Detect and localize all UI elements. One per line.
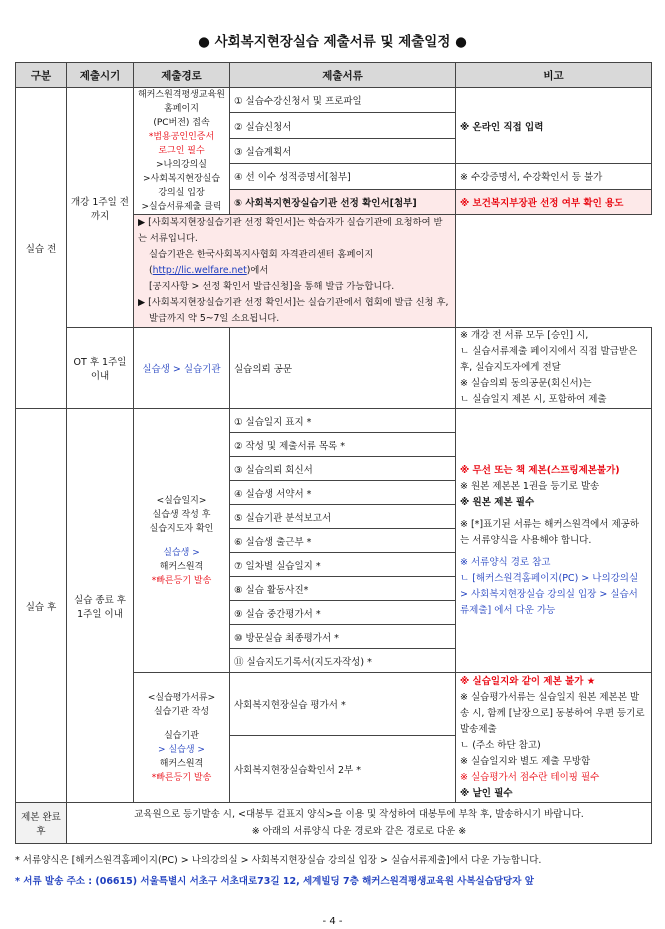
doc-item: ⑧ 실습 활동사진*	[230, 577, 456, 601]
category-after: 실습 후	[16, 409, 67, 803]
note-online	[456, 88, 652, 164]
note-line: ※ 실습일지와 같이 제본 불가 ★	[460, 675, 596, 687]
doc-ot: 실습의뢰 공문	[230, 328, 456, 409]
route-line: 실습생 작성 후	[152, 509, 211, 520]
header-remarks: 비고	[456, 63, 652, 88]
doc-item: ⑩ 방문실습 최종평가서 *	[230, 625, 456, 649]
route-ot: 실습생 > 실습기관	[134, 328, 230, 409]
info-line	[138, 247, 451, 279]
note-line: ※ 실습일지와 별도 제출 무방함	[460, 755, 591, 767]
route-line: *빠른등기 발송	[151, 772, 212, 783]
route-line: 강의실 입장	[158, 188, 205, 198]
route-line: *빠른등기 발송	[151, 575, 212, 586]
note-line: ※ 실습평가서 점수란 테이핑 필수	[460, 771, 600, 783]
doc-item: ② 실습신청서	[230, 113, 456, 138]
header-route: 제출경로	[134, 63, 230, 88]
doc-item: ⑨ 실습 중간평가서 *	[230, 601, 456, 625]
note-line: ㄴ (주소 하단 참고)	[460, 739, 541, 751]
route-line: 해커스원격	[159, 758, 204, 769]
route-line: (PC버전) 접속	[153, 118, 210, 128]
doc-item: ④ 실습생 서약서 *	[230, 481, 456, 505]
doc-item: ② 작성 및 제출서류 목록 *	[230, 433, 456, 457]
note-line: ㄴ 실습일지 제본 시, 포함하여 제출	[460, 394, 607, 405]
route-after-eval	[134, 673, 230, 803]
doc-item: ④ 선 이수 성적증명서[첨부]	[230, 164, 456, 189]
note-5: ※ 보건복지부장관 선정 여부 확인 용도	[456, 189, 652, 214]
info-text: )에서	[246, 265, 269, 276]
table-header-row	[16, 63, 652, 88]
route-line: 실습기관	[164, 730, 199, 741]
info-line: 발급까지 약 5~7일 소요됩니다.	[149, 313, 280, 324]
doc-eval: 사회복지현장실습확인서 2부 *	[230, 736, 456, 803]
timing-before	[67, 88, 134, 328]
route-line: 해커스원격평생교육원 홈페이지	[138, 90, 225, 114]
route-line: > 실습생 >	[158, 744, 205, 755]
doc-item: ① 실습수강신청서 및 프로파일	[230, 88, 456, 113]
category-complete: 제본 완료 후	[16, 803, 67, 844]
route-line: <실습평가서류>	[147, 692, 216, 703]
header-category: 구분	[16, 63, 67, 88]
header-documents: 제출서류	[230, 63, 456, 88]
route-spacer	[138, 536, 225, 546]
route-before	[134, 88, 230, 215]
note-line: ※ 낱인 필수	[460, 787, 513, 799]
route-line: 실습기관 작성	[153, 706, 210, 717]
note-line: ※ 원본 제본 필수	[460, 496, 535, 508]
notes-eval	[456, 673, 652, 803]
route-line: 해커스원격	[159, 561, 204, 572]
note-line: ※ 개강 전 서류 모두 [승인] 시,	[460, 330, 589, 341]
timing-before-text: 개강 1주일 전까지	[71, 196, 129, 222]
route-line: 로그인 필수	[158, 146, 205, 156]
note-line: ※ 무선 또는 책 제본(스프링제본불가)	[460, 464, 620, 476]
note-line: ※ 실습의뢰 동의공문(회신서)는	[460, 378, 592, 389]
route-line: >나의강의실	[155, 160, 207, 170]
note-line: ※ 서류양식 경로 참고	[460, 556, 551, 568]
notes-ot	[456, 328, 652, 409]
route-after-journal	[134, 409, 230, 673]
notes-journal	[456, 409, 652, 673]
info-text: 실습기관은 한국사회복지사협회 자격관리센터 홈페이지(	[149, 249, 374, 276]
note-line: ㄴ 실습서류제출 페이지에서 직접 발급받은 후, 실습지도자에게 전달	[460, 346, 638, 373]
doc-item: ③ 실습의뢰 회신서	[230, 457, 456, 481]
footer-note: * 서류양식은 [해커스원격홈페이지(PC) > 나의강의실 > 사회복지현장실습 강의실 입장 > 실습서류제출]에서 다운 가능합니다.	[15, 855, 542, 866]
note-line: ※ 원본 제본본 1권을 등기로 발송	[460, 480, 600, 492]
footer-address: * 서류 발송 주소 : (06615) 서울특별시 서초구 서초대로73길 12, 세계빌딩 7층 해커스원격평생교육원 사복실습담당자 앞	[15, 876, 534, 887]
doc-item-highlight: ⑤ 사회복지현장실습기관 선정 확인서[첨부]	[230, 189, 456, 214]
route-line: >사회복지현장실습	[142, 174, 221, 184]
info-box	[134, 215, 456, 328]
complete-line: ※ 아래의 서류양식 다운 경로와 같은 경로로 다운 ※	[251, 826, 467, 837]
route-spacer	[138, 719, 225, 729]
complete-line: 교육원으로 등기발송 시, <대봉투 겉표지 양식>을 이용 및 작성하여 대봉투에 부착 후, 발송하시기 바랍니다.	[134, 809, 584, 820]
route-line: >실습서류제출 클릭	[141, 202, 222, 212]
route-line: 실습생 >	[163, 547, 200, 558]
info-line: ▶ [사회복지현장실습기관 선정 확인서]는 학습자가 실습기관에 요청하여 받는 서류입니다.	[138, 217, 443, 244]
doc-item: ⑥ 실습생 출근부 *	[230, 529, 456, 553]
page-number: - 4 -	[322, 916, 343, 927]
note-line: ㄴ [해커스원격홈페이지(PC) > 나의강의실 > 사회복지현장실습 강의실 입장 > 실습서류제출] 에서 다운 가능	[460, 572, 639, 616]
route-line: *범용공인인증서	[148, 132, 215, 142]
doc-item: ③ 실습계획서	[230, 138, 456, 163]
doc-eval: 사회복지현장실습 평가서 *	[230, 673, 456, 736]
submission-table	[15, 62, 652, 844]
doc-item: ⑦ 일차별 실습일지 *	[230, 553, 456, 577]
timing-after: 실습 종료 후 1주일 이내	[67, 409, 134, 803]
route-line: <실습일지>	[156, 495, 207, 506]
info-line: ▶ [사회복지현장실습기관 선정 확인서]는 실습기관에서 협회에 발급 신청 후,	[138, 297, 449, 308]
note-line: ※ 실습평가서류는 실습일지 원본 제본본 발송 시, 함께 [날장으로] 동봉하여 우편 등기로 발송제출	[460, 691, 645, 735]
note-line: ※ [*]표기된 서류는 해커스원격에서 제공하는 서류양식을 사용해야 합니다.	[460, 518, 640, 546]
category-before: 실습 전	[16, 88, 67, 409]
doc-item: ① 실습일지 표지 *	[230, 409, 456, 433]
welfare-link[interactable]: http://lic.welfare.net	[152, 265, 247, 276]
doc-item: ⑪ 실습지도기록서(지도자작성) *	[230, 649, 456, 673]
route-line: 실습지도자 확인	[149, 523, 214, 534]
page-title: ● 사회복지현장실습 제출서류 및 제출일정 ●	[198, 34, 467, 50]
complete-instructions	[67, 803, 652, 844]
note-4: ※ 수강증명서, 수강확인서 등 불가	[456, 164, 652, 189]
timing-ot: OT 후 1주일 이내	[67, 328, 134, 409]
info-line: [공지사항 > 선정 확인서 발급신청]을 통해 발급 가능합니다.	[149, 281, 395, 292]
doc-item: ⑤ 실습기관 분석보고서	[230, 505, 456, 529]
note-online-text: ※ 온라인 직접 입력	[460, 121, 544, 133]
header-timing: 제출시기	[67, 63, 134, 88]
